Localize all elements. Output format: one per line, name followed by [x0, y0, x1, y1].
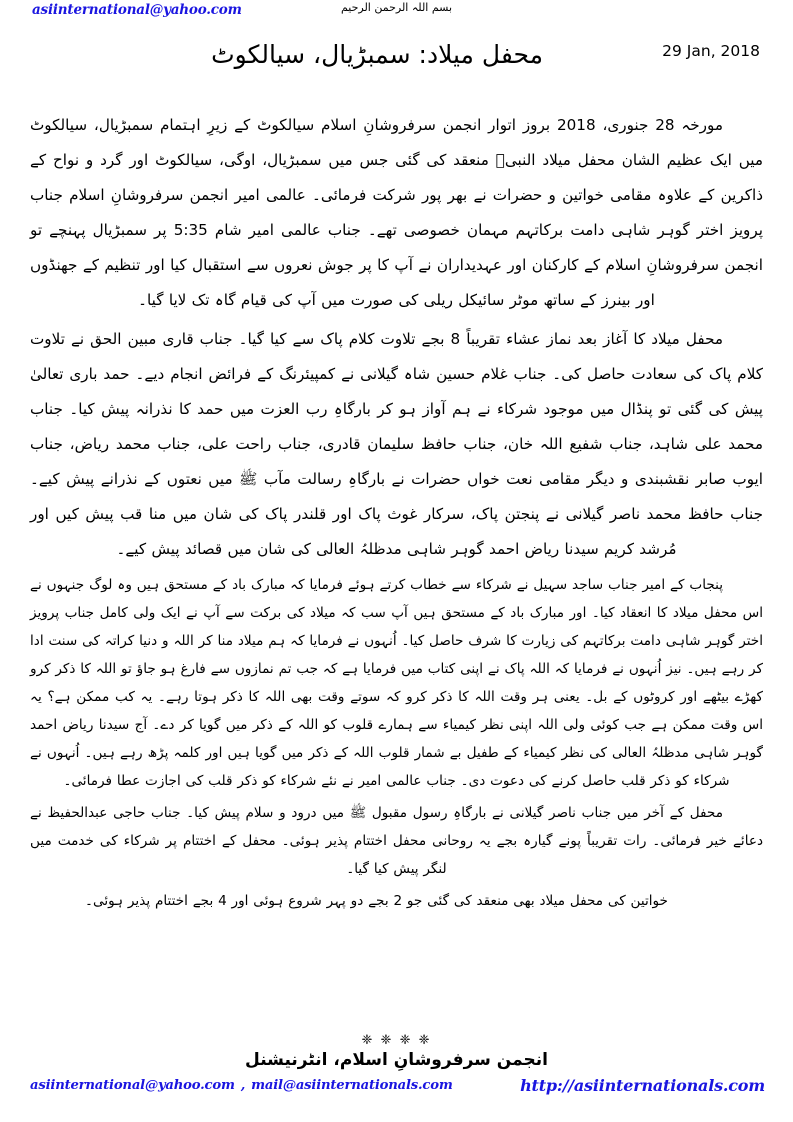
- article-body: [30, 108, 763, 919]
- body-paragraph: محفل کے آخر میں جناب ناصر گیلانی نے بارگاہِ رسول مقبول ﷺ میں درود و سلام پیش کیا۔ جناب حاجی عبدالحفیظ نے دعائے خیر فرمائی۔ رات تقریباً پونے گیارہ بجے یہ روحانی محفل اختتام پذیر ہوئی۔ محفل کے اختتام پر شرکاء کی خدمت میں لنگر پیش کیا گیا۔: [30, 805, 763, 877]
- header-email[interactable]: asiinternational@yahoo.com: [32, 2, 242, 18]
- document-date: 29 Jan, 2018: [662, 42, 760, 60]
- ornament-divider-icon: ❈ ❈ ❈ ❈: [361, 1033, 432, 1048]
- body-paragraph: مورخہ 28 جنوری، 2018 بروز اتوار انجمن سرفروشانِ اسلام سیالکوٹ کے زیرِ اہتمام سمبڑیال، سیالکوٹ میں ایک عظیم الشان محفل میلاد النبیؐ منعقد کی گئی جس میں سمبڑیال، اوگی، سیالکوٹ اور گرد و نواح کے ذاکرین کے علاوہ مقامی خواتین و حضرات نے بھر پور شرکت فرمائی۔ عالمی امیر انجمن سرفروشانِ اسلام جناب پرویز اختر گوہر شاہی دامت برکاتہم مہمان خصوصی تھے۔ جناب عالمی امیر شام 5:35 پر سمبڑیال پہنچے تو انجمن سرفروشانِ اسلام کے کارکنان اور عہدیداران نے آپ کا پر جوش نعروں سے استقبال کیا اور تنظیم کے جھنڈوں اور بینرز کے ساتھ موٹر سائیکل ریلی کی صورت میں آپ کی قیام گاہ تک لایا گیا۔: [30, 116, 763, 309]
- footer-email-primary[interactable]: asiinternational@yahoo.com: [30, 1078, 235, 1093]
- body-paragraph: محفل میلاد کا آغاز بعد نماز عشاء تقریباً 8 بجے تلاوت کلام پاک سے کیا گیا۔ جناب قاری مبین الحق نے تلاوت کلام پاک کی سعادت حاصل کی۔ جناب غلام حسین شاہ گیلانی نے کمپیئرنگ کے فرائض انجام دیے۔ حمد باری تعالیٰ پیش کی گئی تو پنڈال میں موجود شرکاء نے ہم آواز ہو کر بارگاہِ رب العزت میں حمد کا نذرانہ پیش کیا۔ جناب محمد علی شاہد، جناب شفیع اللہ خان، جناب حافظ سلیمان قادری، جناب راحت علی، جناب محمد ریاض، جناب ایوب صابر نقشبندی و دیگر مقامی نعت خواں حضرات نے بارگاہِ رسالت مآب ﷺ میں نعتوں کے نذرانے پیش کیے۔ جناب حافظ محمد ناصر گیلانی نے پنجتن پاک، سرکار غوث پاک اور قلندر پاک کی شان میں منا قب پیش کیں اور مُرشد کریم سیدنا ریاض احمد گوہر شاہی مدظلہُ العالی کی شان میں قصائد پیش کیے۔: [30, 330, 763, 558]
- page-footer: [0, 1050, 793, 1122]
- page-header: [0, 0, 793, 26]
- body-paragraph: خواتین کی محفل میلاد بھی منعقد کی گئی جو 2 بجے دو پہر شروع ہوئی اور 4 بجے اختتام پذیر ہوئی۔: [85, 893, 668, 909]
- footer-links: [0, 1078, 793, 1102]
- page-title: محفل میلاد: سمبڑیال، سیالکوٹ: [211, 40, 543, 69]
- footer-email-group: [30, 1078, 453, 1093]
- footer-email-secondary[interactable]: mail@asiinternationals.com: [251, 1078, 453, 1093]
- title-row: [0, 30, 793, 102]
- organization-name: انجمن سرفروشانِ اسلام، انٹرنیشنل: [245, 1050, 548, 1070]
- footer-email-separator: ,: [240, 1078, 246, 1093]
- bismillah-text: بسم اللہ الرحمن الرحیم: [340, 1, 453, 14]
- footer-website-link[interactable]: http://asiinternationals.com: [520, 1076, 765, 1095]
- body-paragraph: پنجاب کے امیر جناب ساجد سہیل نے شرکاء سے خطاب کرتے ہوئے فرمایا کہ مبارک باد کے مستحق ہیں وہ لوگ جنہوں نے اس محفل میلاد کا انعقاد کیا۔ اور مبارک باد کے مستحق ہیں آپ سب کہ میلاد کی برکت سے آپ نے ایک ولی کامل جناب پرویز اختر گوہر شاہی دامت برکاتہم کی زیارت کا شرف حاصل کیا۔ اُنہوں نے فرمایا کہ ہم میلاد منا کر اللہ و دنیا کراتہ کی سنت ادا کر رہے ہیں۔ نیز اُنہوں نے فرمایا کہ اللہ پاک نے اپنی کتاب میں فرمایا ہے کہ جب تم نمازوں سے فارغ ہو جاؤ تو اللہ کا ذکر کرو کھڑے بیٹھے اور کروٹوں کے بل۔ یعنی ہر وقت اللہ کا ذکر کرو کہ سوتے وقت بھی اللہ کا ذکر ہوتا رہے۔ یہ کب ممکن ہے؟ یہ اس وقت ممکن ہے جب کوئی ولی اللہ اپنی نظر کیمیاء سے ہمارے قلوب کو اللہ کے ذکر میں گویا کر دے۔ آج سیدنا ریاض احمد گوہر شاہی مدظلہُ العالی کی نظر کیمیاء کے طفیل بے شمار قلوب اللہ کے ذکر میں گویا ہیں اور کلمہ پڑھ رہے ہیں۔ اُنہوں نے شرکاء کو ذکر قلب حاصل کرنے کی دعوت دی۔ جناب عالمی امیر نے نئے شرکاء کو ذکر قلب کی اجازت عطا فرمائی۔: [30, 577, 763, 789]
